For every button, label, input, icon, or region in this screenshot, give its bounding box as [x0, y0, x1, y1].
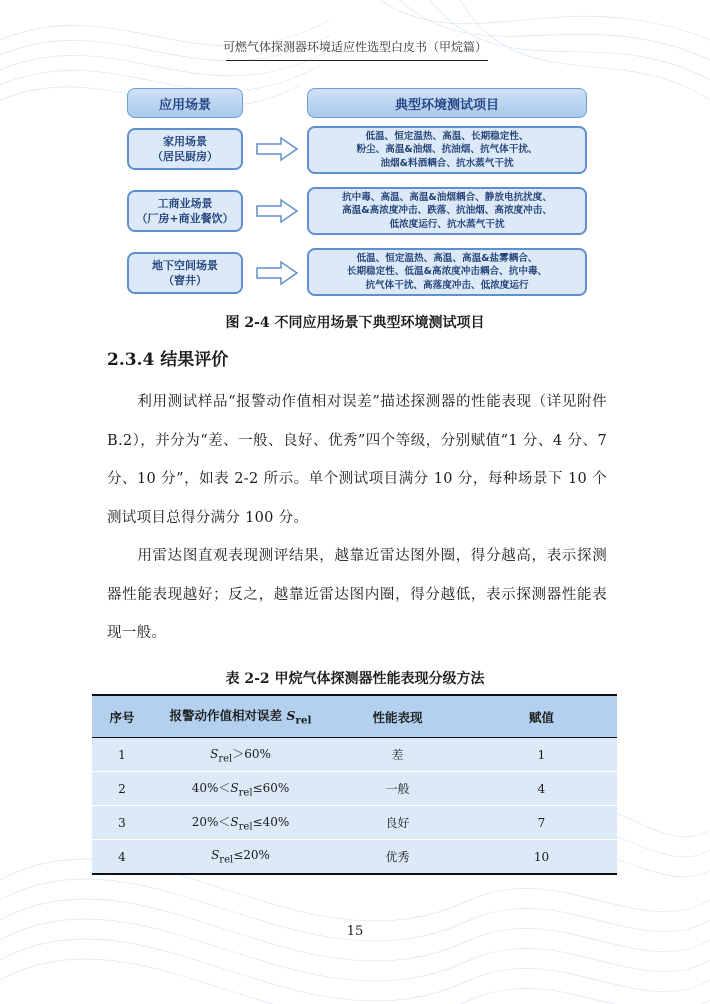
cell-error-pre: 40%＜ [191, 780, 231, 795]
table-row [92, 806, 617, 840]
cell-score: 1 [466, 738, 617, 772]
table-header-row [92, 695, 617, 738]
cell-score: 4 [466, 772, 617, 806]
table-caption: 表 2-2 甲烷气体探测器性能表现分级方法 [225, 671, 485, 687]
header-score: 赋值 [466, 695, 617, 738]
cell-error [152, 840, 329, 875]
cell-error-post: ＞60% [232, 746, 271, 761]
header-no: 序号 [92, 695, 152, 738]
cell-error-post: ≤40% [252, 814, 290, 829]
cell-error-subscript: rel [218, 753, 233, 765]
header-divider [226, 60, 488, 61]
performance-grade-table [92, 694, 617, 875]
cell-no: 2 [92, 772, 152, 806]
cell-score: 10 [466, 840, 617, 875]
header-error-symbol: S [286, 708, 296, 724]
header-error-label: 报警动作值相对误差 [169, 708, 287, 724]
body-paragraph-2 [107, 537, 607, 653]
cell-error-subscript: rel [238, 821, 253, 833]
paragraph-text: 利用测试样品“报警动作值相对误差”描述探测器的性能表现（详见附件 B.2），并分为“差、一般、良好、优秀”四个等级，分别赋值“1 分、4 分、7 分、10 分”，如表 2-2 所示。单个测试项目满分 10 分，每种场景下 10 个测试项目总得分满分 100 分。 [107, 394, 607, 526]
cell-score: 7 [466, 806, 617, 840]
arrow-right-icon [255, 260, 299, 286]
cell-error-post: ≤20% [233, 847, 270, 862]
table-row [92, 738, 617, 772]
figure-header-tests: 典型环境测试项目 [307, 88, 587, 118]
table-row [92, 772, 617, 806]
cell-no: 3 [92, 806, 152, 840]
cell-no: 4 [92, 840, 152, 875]
header-error [152, 695, 329, 738]
cell-error-symbol: S [230, 814, 239, 829]
scenario-test-figure [121, 86, 593, 298]
running-header: 可燃气体探测器环境适应性选型白皮书（甲烷篇） [222, 40, 487, 54]
cell-error [152, 806, 329, 840]
cell-error-symbol: S [211, 847, 220, 862]
cell-error-subscript: rel [238, 787, 253, 799]
table-row [92, 840, 617, 875]
cell-error [152, 772, 329, 806]
cell-performance: 差 [329, 738, 466, 772]
cell-error-pre: 20%＜ [191, 814, 231, 829]
header-error-subscript: rel [295, 714, 312, 727]
page-number: 15 [346, 924, 364, 939]
tests-box-commercial: 抗中毒、高温、高温&油烟耦合、静放电抗扰度、 高温&高浓度冲击、跌落、抗油烟、高浓度冲击、 低浓度运行、抗水蒸气干扰 [307, 187, 587, 235]
tests-box-home: 低温、恒定温热、高温、长期稳定性、 粉尘、高温&油烟、抗油烟、抗气体干扰、 油烟&料酒耦合、抗水蒸气干扰 [307, 126, 587, 174]
arrow-right-icon [255, 136, 299, 162]
body-paragraph-1 [107, 383, 607, 537]
scenario-box-commercial: 工商业场景 （厂房+商业餐饮） [127, 190, 243, 232]
cell-error-post: ≤60% [252, 780, 290, 795]
cell-no: 1 [92, 738, 152, 772]
arrow-right-icon [255, 198, 299, 224]
cell-performance: 一般 [329, 772, 466, 806]
paragraph-text: 用雷达图直观表现测评结果，越靠近雷达图外圈，得分越高，表示探测器性能表现越好；反之，越靠近雷达图内圈，得分越低，表示探测器性能表现一般。 [107, 548, 607, 641]
cell-error-symbol: S [210, 746, 219, 761]
header-performance: 性能表现 [329, 695, 466, 738]
scenario-box-underground: 地下空间场景 （窨井） [127, 252, 243, 294]
cell-performance: 优秀 [329, 840, 466, 875]
cell-error-subscript: rel [219, 854, 234, 866]
cell-error [152, 738, 329, 772]
figure-header-scenario: 应用场景 [127, 88, 243, 118]
tests-box-underground: 低温、恒定温热、高温、高温&盐雾耦合、 长期稳定性、低温&高浓度冲击耦合、抗中毒、 抗气体干扰、高落度冲击、低浓度运行 [307, 248, 587, 296]
section-heading: 2.3.4 结果评价 [107, 350, 229, 370]
cell-error-symbol: S [230, 780, 239, 795]
cell-performance: 良好 [329, 806, 466, 840]
scenario-box-home: 家用场景 （居民厨房） [127, 128, 243, 170]
figure-caption: 图 2-4 不同应用场景下典型环境测试项目 [225, 315, 485, 331]
